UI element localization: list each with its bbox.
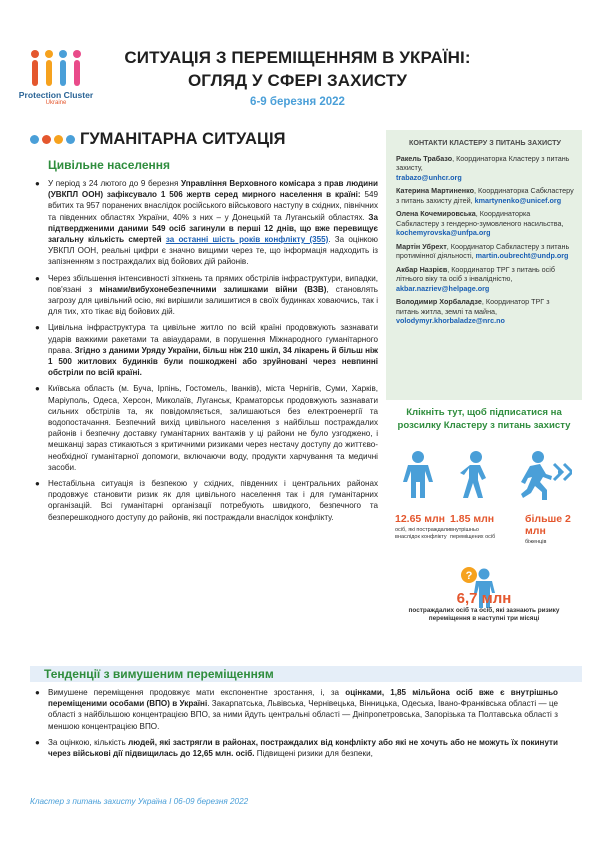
- stat-value: 12.65 млн: [395, 513, 445, 525]
- contact-name: Володимир Хорбаладзе: [396, 297, 482, 306]
- list-item: [34, 478, 378, 523]
- list-item: [34, 178, 378, 268]
- bullet-text-bold: Управління Верховного комісара з прав людини (УВКПЛ ООН) зафіксувало 1 506 жертв серед мирного населення в країні:: [48, 179, 378, 200]
- affected-person-icon: [398, 450, 438, 500]
- contact-email-link[interactable]: martin.oubrecht@undp.org: [475, 251, 569, 260]
- report-title: [100, 46, 495, 108]
- svg-text:?: ?: [465, 570, 473, 582]
- contact-email-link[interactable]: akbar.nazriev@helpage.org: [396, 283, 490, 293]
- list-item: [34, 737, 558, 759]
- conflict-deaths-link[interactable]: за останні шість років конфлікту (355): [165, 235, 329, 245]
- stat-label: біженців: [525, 539, 547, 545]
- page-footer: Кластер з питань захисту Україна I 06-09 березня 2022: [30, 797, 249, 806]
- logo-figures-icon: [14, 50, 98, 88]
- bullet-text: Нестабільна ситуація із безпекою у східних, південних і центральних районах продовжує становити ризик як для цивільного населення так і для гуманітарних організацій. Всі гуманітарні організації потребують швидкого, безпечного та безперешкодного доступу до районів, які постраждали внаслідок конфлікту.: [48, 479, 378, 522]
- logo-name: Protection Cluster: [18, 90, 94, 100]
- bullet-text: Вимушене переміщення продовжує мати експонентне зростання, і, за: [48, 688, 346, 697]
- contact-name: Олена Кочемировська: [396, 209, 476, 218]
- section-heading: [30, 130, 285, 149]
- trends-bullet-list: [34, 687, 558, 764]
- stat-refugees: [525, 513, 581, 546]
- contact-item: [396, 265, 574, 294]
- contacts-title: КОНТАКТИ КЛАСТЕРУ З ПИТАНЬ ЗАХИСТУ: [408, 138, 562, 147]
- bullet-icon: ●: [35, 384, 40, 394]
- contact-name: Акбар Назрієв: [396, 264, 448, 274]
- contact-role: , Координатор ТРГ з питань осіб літнього віку та осіб з інвалідністю,: [396, 264, 555, 283]
- contact-email-link[interactable]: trabazo@unhcr.org: [396, 172, 462, 182]
- logo-subtitle: Ukraine: [45, 100, 67, 106]
- bullet-text: За оцінкою, кількість: [48, 737, 129, 747]
- bullet-text-bold: мінами/вибухонебезпечними залишками війни (ВЗВ): [99, 284, 327, 294]
- stat-value: більше 2 млн: [525, 513, 571, 537]
- stat-affected: [395, 513, 453, 541]
- list-item: [34, 273, 378, 318]
- report-date: 6-9 березня 2022: [250, 96, 345, 108]
- subheading-trends: Тенденції з вимушеним переміщенням: [44, 667, 274, 681]
- bullet-icon: ●: [35, 479, 40, 489]
- contact-role: , Координатор Сабкластеру з питань протимінної діяльності,: [396, 241, 570, 260]
- contact-role: , Координаторка Сабкластеру з питань захисту дітей,: [396, 186, 574, 205]
- contact-item: [396, 242, 574, 261]
- contact-email-link[interactable]: volodymyr.khorbaladze@nrc.no: [396, 316, 505, 325]
- stat-at-risk-value: 6,7 млн: [456, 590, 512, 607]
- infographic-icons: [392, 450, 582, 500]
- bullet-icon: ●: [35, 179, 40, 188]
- contact-item: [396, 154, 574, 183]
- contact-name: Ракель Трабазо: [396, 153, 453, 163]
- bullet-icon: ●: [35, 688, 40, 697]
- civilians-bullet-list: [34, 178, 378, 528]
- refugee-running-icon: [516, 450, 572, 500]
- contact-email-link[interactable]: kochemyrovska@unfpa.org: [396, 228, 491, 237]
- contact-role: , Координаторка Сабкластеру з гендерно-зумовленого насильства,: [396, 209, 564, 228]
- stat-label: осіб, які постраждали внаслідок конфлікту: [395, 527, 451, 540]
- list-item: [34, 687, 558, 732]
- contact-role: , Координатор ТРГ з питань житла, землі та майна,: [396, 297, 550, 316]
- title-line-2: ОГЛЯД У СФЕРІ ЗАХИСТУ: [187, 71, 408, 90]
- contact-email-link[interactable]: kmartynenko@unicef.org: [474, 195, 562, 205]
- bullet-text: . Закарпатська, Львівська, Чернівецька, Вінницька, Одеська, Івано-Франківська області — це області з найбільшою концентрацією ВПО, за ними йдуть центральні області — Дніпропетровська, Запорізька та Полтавська області з меншою концентрацією ВПО.: [48, 699, 558, 731]
- contact-item: [396, 209, 574, 238]
- list-item: [34, 383, 378, 473]
- bullet-text: Київська область (м. Буча, Ірпінь, Гостомель, Іванків), міста Чернігів, Суми, Харків, Маріуполь, Одеса, Херсон, Миколаїв, Луганськ, Краматорськ продовжують зазнавати сильних обстрілів та, як повідомляється, залишаються без електроенергії та водопостачання. Безпечний вихід цивільного населення з найбільш постраждалих районів і безпечну доставку гуманітарних вантажів у ці райони не було узгоджено, і мешканці зараз стикаються з критичними ризиками через нестачу доступу до життєво-необхідної гуманітарної допомоги, включаючи воду, продукти харчування та медичні засоби.: [48, 384, 378, 472]
- bullet-text-bold: оцінками, 1,85 мільйона осіб вже є внутрішньо переміщеними особами (ВПО) в Україні: [48, 688, 558, 709]
- stat-value: 1.85 млн: [450, 513, 495, 525]
- protection-cluster-logo: [14, 50, 98, 106]
- contact-name: Катерина Мартиненко: [396, 186, 475, 195]
- contact-name: Мартін Убрехт: [396, 241, 447, 251]
- bullet-icon: ●: [35, 737, 40, 747]
- contact-role: , Координаторка Кластеру з питань захисту,: [396, 153, 570, 172]
- bullet-text-bold: людей, які застрягли в районах, постраждалих від конфлікту або які не хочуть або не можуть їх покинути через військові дії підвищилась до 12,65 млн. осіб.: [48, 737, 558, 759]
- subscribe-link[interactable]: Клікніть тут, щоб підписатися на розсилку Кластеру з питань захисту: [397, 407, 571, 431]
- stat-at-risk-label: постраждалих осіб та осіб, які зазнають ризику переміщення в наступні три місяці: [408, 607, 560, 622]
- bullet-text-bold: Згідно з даними Уряду України, більш ніж 210 шкіл, 34 лікарень й більш ніж 1 500 житлових будинків були пошкоджені або зруйновані через невпинні обстріли по всій країні.: [48, 345, 379, 378]
- bullet-icon: ●: [35, 273, 40, 283]
- section-dots-icon: [30, 135, 75, 144]
- bullet-text: , становлять загрозу для цивільний осію, які вирішили залишитися в своїх будинках ховаючись, так і для тих, хто тікає від бойових дій.: [48, 284, 378, 317]
- subheading-civilians: Цивільне населення: [48, 158, 171, 172]
- bullet-text-bold: За підтвердженими даними 549 осіб загинули в перші 12 днів, що вже перевищує загальну кількість смертей: [48, 212, 378, 245]
- bullet-icon: ●: [35, 323, 40, 333]
- stat-idps: [450, 513, 502, 541]
- bullet-text: Підвищені ризики для безпеки,: [254, 749, 373, 759]
- title-line-1: СИТУАЦІЯ З ПЕРЕМІЩЕННЯМ В УКРАЇНІ:: [124, 48, 471, 67]
- bullet-text: 549 вбитих та 957 поранених внаслідок російського військового наступу в східних, північних та південних областях України, 40% з них – у Донецькій та Луганській областях.: [48, 190, 378, 222]
- contact-item: [396, 186, 574, 205]
- bullet-text: . За оцінкою УВКПЛ ООН, реальні цифри є значно вищими через те, що інформація надходить із запізненням з постраждалих від бойових дій районів.: [48, 235, 378, 267]
- contact-item: [396, 297, 574, 326]
- list-item: [34, 322, 378, 378]
- contacts-box: [386, 130, 582, 400]
- bullet-text: Цивільна інфраструктура та цивільне житло по всій країні продовжують зазнавати ударів важкими ракетами та авіаударами, в порушення Міжнародного гуманітарного права.: [48, 323, 378, 355]
- stat-label: внутрішньо переміщених осіб: [450, 527, 496, 540]
- idp-walking-icon: [454, 450, 494, 500]
- bullet-text: Через збільшення інтенсивності зіткнень та прямих обстрілів інфраструктури, випадки, пов'язані з: [48, 273, 378, 294]
- section-title: ГУМАНІТАРНА СИТУАЦІЯ: [80, 130, 286, 148]
- bullet-text: У період з 24 лютого до 9 березня: [48, 179, 181, 188]
